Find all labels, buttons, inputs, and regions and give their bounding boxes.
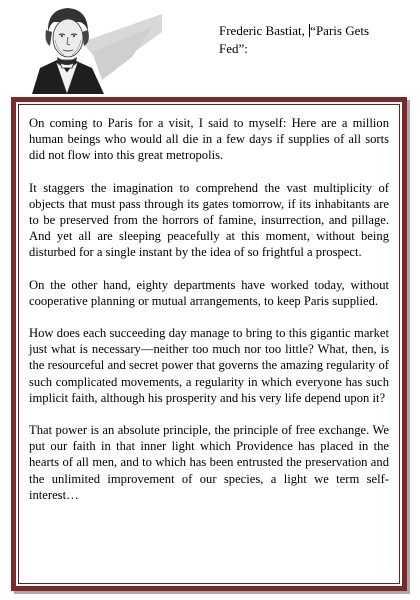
bastiat-portrait [12,2,162,94]
quote-box [11,97,407,591]
caption-author: Frederic Bastiat, [219,23,309,38]
quote-paragraph-3: On the other hand, eighty departments have worked today, without cooperative planning or mutual arrangements, to keep Paris supplied. [29,277,389,308]
quote-paragraph-4: How does each succeeding day manage to bring to this gigantic market just what is necessary—neither too much nor too little? What, then, is the resourceful and secret power that governs the amazing regularity of such complicated movements, a regularity in which everyone has such implicit faith, although his prosperity and his very life depend upon it? [29,326,389,405]
header [0,0,420,96]
quote-inner-frame [18,104,400,584]
portrait-caption [219,22,394,58]
quote-paragraph-1: On coming to Paris for a visit, I said to myself: Here are a million human beings who would all die in a few days if supplies of all sorts did not flow into this great metropolis. [29,116,389,163]
caption-title: “Paris Gets Fed”: [219,23,370,56]
quote-paragraph-5: That power is an absolute principle, the principle of free exchange. We put our faith in that inner light which Providence has placed in the hearts of all men, and to which has been entrusted the preservation and the unlimited improvement of our species, a light we term self-interest… [29,423,389,502]
quote-paragraph-2: It staggers the imagination to comprehend the vast multiplicity of objects that must pass through its gates tomorrow, if its inhabitants are to be preserved from the horrors of famine, insurrection, and pillage. And yet all are sleeping peacefully at this moment, without being disturbed for a single instant by the idea of so frightful a prospect. [29,180,389,260]
